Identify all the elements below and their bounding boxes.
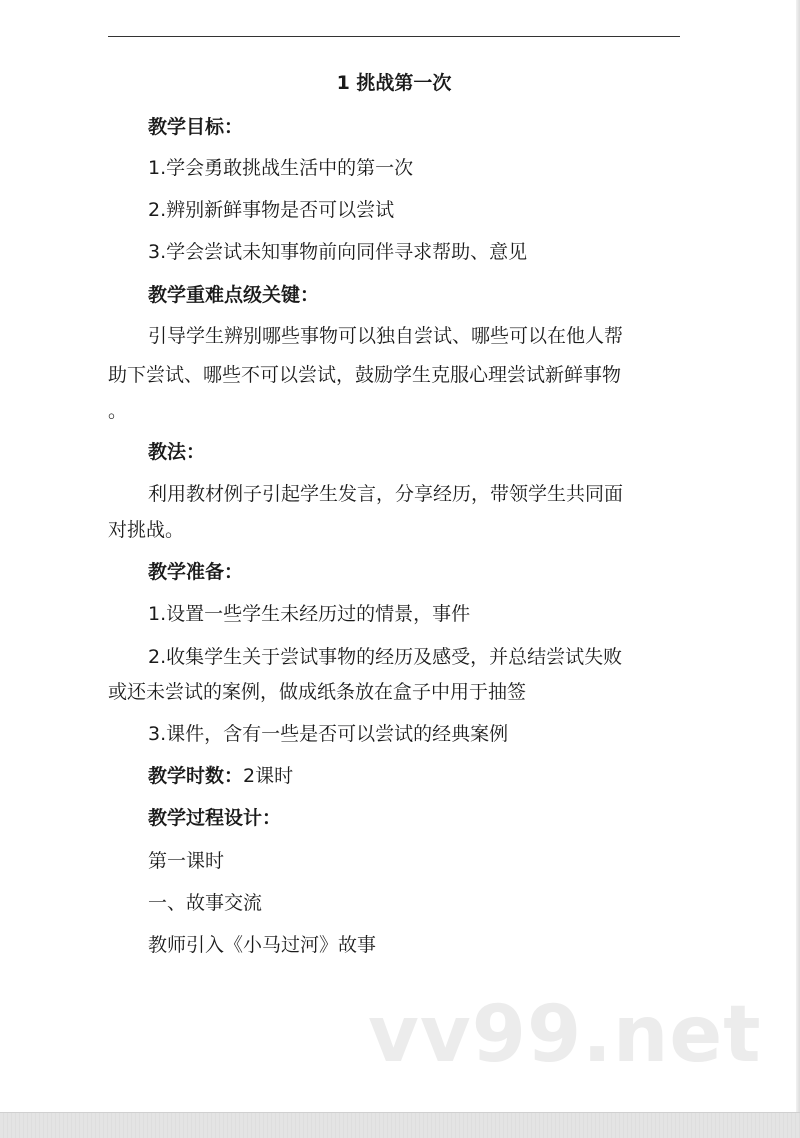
method-paragraph-line: 利用教材例子引起学生发言，分享经历，带领学生共同面 bbox=[148, 483, 624, 505]
objectives-heading: 教学目标： bbox=[148, 116, 244, 138]
hours-value: 2课时 bbox=[243, 765, 294, 787]
objective-item: 1.学会勇敢挑战生活中的第一次 bbox=[148, 157, 414, 179]
process-line: 一、故事交流 bbox=[148, 892, 263, 914]
document-title: 1 挑战第一次 bbox=[336, 72, 452, 94]
watermark-text: vv99.net bbox=[368, 990, 762, 1080]
objective-item: 2.辨别新鲜事物是否可以尝试 bbox=[148, 199, 395, 221]
keypoints-paragraph-line: 助下尝试、哪些不可以尝试，鼓励学生克服心理尝试新鲜事物 bbox=[108, 364, 622, 386]
keypoints-paragraph-line: 。 bbox=[108, 400, 128, 422]
prep-heading: 教学准备： bbox=[148, 561, 244, 583]
prep-item: 2.收集学生关于尝试事物的经历及感受，并总结尝试失败 bbox=[148, 646, 623, 668]
process-line: 第一课时 bbox=[148, 850, 225, 872]
objective-item: 3.学会尝试未知事物前向同伴寻求帮助、意见 bbox=[148, 241, 528, 263]
hours-line bbox=[148, 764, 293, 788]
header-rule bbox=[108, 36, 680, 37]
prep-item: 3.课件，含有一些是否可以尝试的经典案例 bbox=[148, 723, 509, 745]
keypoints-paragraph-line: 引导学生辨别哪些事物可以独自尝试、哪些可以在他人帮 bbox=[148, 325, 624, 347]
hours-label: 教学时数： bbox=[148, 765, 244, 787]
process-line: 教师引入《小马过河》故事 bbox=[148, 934, 377, 956]
method-paragraph-line: 对挑战。 bbox=[108, 519, 185, 541]
method-heading: 教法： bbox=[148, 441, 206, 463]
keypoints-heading: 教学重难点级关键： bbox=[148, 284, 320, 306]
prep-item: 1.设置一些学生未经历过的情景，事件 bbox=[148, 603, 471, 625]
prep-item-continued: 或还未尝试的案例，做成纸条放在盒子中用于抽签 bbox=[108, 681, 527, 703]
viewer-bottom-bar bbox=[0, 1112, 800, 1138]
process-heading: 教学过程设计： bbox=[148, 807, 282, 829]
page-edge-shadow bbox=[796, 0, 800, 1112]
bottom-bar-texture bbox=[0, 1113, 800, 1138]
